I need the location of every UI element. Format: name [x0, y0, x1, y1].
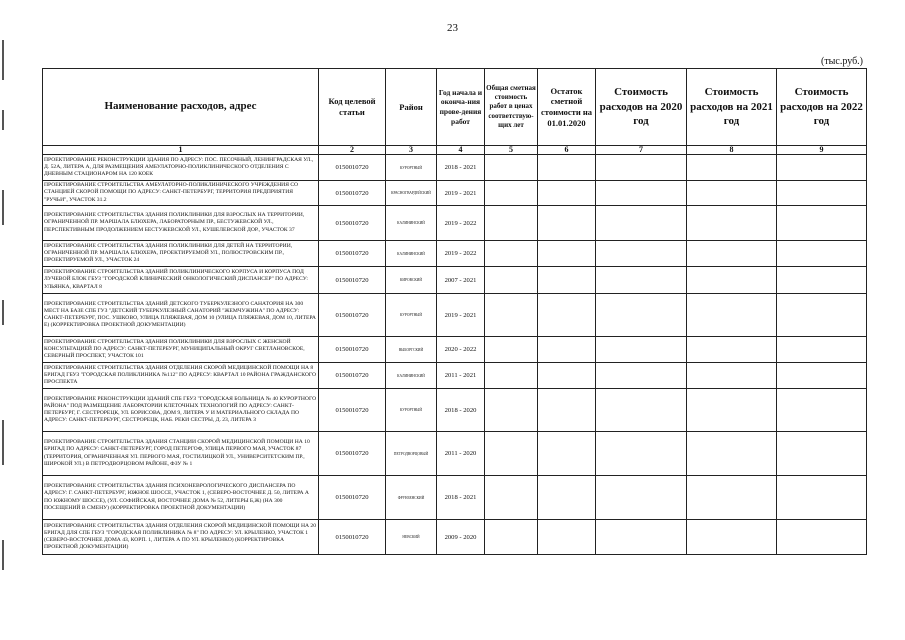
- row-total-cost: [485, 520, 538, 555]
- row-code: 0150010720: [319, 155, 386, 181]
- row-code: 0150010720: [319, 337, 386, 363]
- row-name: ПРОЕКТИРОВАНИЕ СТРОИТЕЛЬСТВА ЗДАНИЯ ОТДЕЛЕНИЯ СКОРОЙ МЕДИЦИНСКОЙ ПОМОЩИ НА 8 БРИГАД ГБУЗ "ГОРОДСКАЯ ПОЛИКЛИНИКА №112" ПО АДРЕСУ: КВАРТАЛ 10 РАЙОНА ГРАЖДАНСКОГО ПРОСПЕКТА: [43, 363, 319, 389]
- header-cost-2022: Стоимость расходов на 2022 год: [777, 69, 867, 146]
- column-number: 7: [596, 146, 687, 155]
- table-row: [43, 181, 867, 206]
- row-name: ПРОЕКТИРОВАНИЕ СТРОИТЕЛЬСТВА ЗДАНИЯ ПОЛИКЛИНИКИ ДЛЯ ВЗРОСЛЫХ НА ТЕРРИТОРИИ, ОГРАНИЧЕННОЙ ПР. МАРШАЛА БЛЮХЕРА, ЛАБОРАТОРНЫМ ПР., БЕСТУЖЕВСКОЙ УЛ., ПЕРСПЕКТИВНЫМ ПРОДОЛЖЕНИЕМ БЕСТУЖЕВСКОЙ УЛ., КУШЕЛЕВСКОЙ ДОР., УЧАСТОК 37: [43, 206, 319, 241]
- row-period: 2019 - 2021: [437, 181, 485, 206]
- row-period: 2007 - 2021: [437, 267, 485, 294]
- row-total-cost: [485, 181, 538, 206]
- row-name: ПРОЕКТИРОВАНИЕ СТРОИТЕЛЬСТВА ЗДАНИЯ ПОЛИКЛИНИКИ ДЛЯ ДЕТЕЙ НА ТЕРРИТОРИИ, ОГРАНИЧЕННОЙ ПР. МАРШАЛА БЛЮХЕРА, ПРОЕКТИРУЕМОЙ УЛ., ПОЛЮСТРОВСКИМ ПР., ПРОЕКТИРУЕМОЙ УЛ., УЧАСТОК 24: [43, 241, 319, 267]
- header-cost-2020: Стоимость расходов на 2020 год: [596, 69, 687, 146]
- row-district: НЕВСКИЙ: [386, 520, 437, 555]
- row-cost-2022: [777, 206, 867, 241]
- row-period: 2009 - 2020: [437, 520, 485, 555]
- table-row: [43, 155, 867, 181]
- row-name: ПРОЕКТИРОВАНИЕ СТРОИТЕЛЬСТВА ЗДАНИЯ ПОЛИКЛИНИКИ ДЛЯ ВЗРОСЛЫХ С ЖЕНСКОЙ КОНСУЛЬТАЦИЕЙ ПО АДРЕСУ: САНКТ-ПЕТЕРБУРГ, МУНИЦИПАЛЬНЫЙ ОКРУГ СВЕТЛАНОВСКОЕ, СЕВЕРНЫЙ ПРОСПЕКТ, УЧАСТОК 101: [43, 337, 319, 363]
- row-cost-2020: [596, 241, 687, 267]
- column-number: 6: [538, 146, 596, 155]
- row-cost-2022: [777, 241, 867, 267]
- page-number: 23: [447, 22, 458, 34]
- row-cost-2021: [687, 181, 777, 206]
- row-code: 0150010720: [319, 181, 386, 206]
- row-cost-2021: [687, 206, 777, 241]
- unit-note: (тыс.руб.): [820, 56, 863, 67]
- row-district: КИРОВСКИЙ: [386, 267, 437, 294]
- row-cost-2022: [777, 520, 867, 555]
- row-cost-2022: [777, 155, 867, 181]
- row-cost-2022: [777, 476, 867, 520]
- row-cost-2021: [687, 241, 777, 267]
- row-cost-2022: [777, 294, 867, 337]
- row-name: ПРОЕКТИРОВАНИЕ СТРОИТЕЛЬСТВА ЗДАНИЯ ПСИХОНЕВРОЛОГИЧЕСКОГО ДИСПАНСЕРА ПО АДРЕСУ: Г. САНКТ-ПЕТЕРБУРГ, ЮЖНОЕ ШОССЕ, УЧАСТОК 1, (СЕВЕРО-ВОСТОЧНЕЕ Д. 50, ЛИТЕРА А ПО ЮЖНОМУ ШОССЕ), (УЛ. СОФИЙСКАЯ, ВОСТОЧНЕЕ ДОМА № 52, ЛИТЕРЫ Б,Ж) (НА 300 ПОСЕЩЕНИЙ В СМЕНУ) (КОРРЕКТИРОВКА ПРОЕКТНОЙ ДОКУМЕНТАЦИИ): [43, 476, 319, 520]
- row-cost-2021: [687, 389, 777, 432]
- table-row: [43, 206, 867, 241]
- row-remaining: [538, 337, 596, 363]
- row-period: 2020 - 2022: [437, 337, 485, 363]
- row-total-cost: [485, 476, 538, 520]
- row-cost-2020: [596, 520, 687, 555]
- header-district: Район: [386, 69, 437, 146]
- row-cost-2022: [777, 363, 867, 389]
- row-name: ПРОЕКТИРОВАНИЕ РЕКОНСТРУКЦИИ ЗДАНИЯ ПО АДРЕСУ: ПОС. ПЕСОЧНЫЙ, ЛЕНИНГРАДСКАЯ УЛ., Д. 52А, ЛИТЕРА А, ДЛЯ РАЗМЕЩЕНИЯ АМБУЛАТОРНО-ПОЛИКЛИНИЧЕСКОГО ОТДЕЛЕНИЯ С ДНЕВНЫМ СТАЦИОНАРОМ НА 120 КОЕК: [43, 155, 319, 181]
- column-number-row: [43, 146, 867, 155]
- row-code: 0150010720: [319, 389, 386, 432]
- row-cost-2020: [596, 363, 687, 389]
- row-cost-2021: [687, 520, 777, 555]
- row-code: 0150010720: [319, 476, 386, 520]
- row-cost-2022: [777, 337, 867, 363]
- row-cost-2022: [777, 432, 867, 476]
- row-remaining: [538, 520, 596, 555]
- row-remaining: [538, 155, 596, 181]
- row-cost-2022: [777, 181, 867, 206]
- row-code: 0150010720: [319, 206, 386, 241]
- row-remaining: [538, 294, 596, 337]
- table-row: [43, 432, 867, 476]
- row-cost-2022: [777, 389, 867, 432]
- row-period: 2018 - 2021: [437, 155, 485, 181]
- row-cost-2020: [596, 181, 687, 206]
- row-total-cost: [485, 432, 538, 476]
- row-cost-2020: [596, 155, 687, 181]
- row-cost-2021: [687, 294, 777, 337]
- row-district: КАЛИНИНСКИЙ: [386, 206, 437, 241]
- row-cost-2021: [687, 476, 777, 520]
- header-total-cost: Общая сметная стоимость работ в ценах соответствую-щих лет: [485, 69, 538, 146]
- row-district: ФРУНЗЕНСКИЙ: [386, 476, 437, 520]
- row-period: 2018 - 2021: [437, 476, 485, 520]
- row-district: КАЛИНИНСКИЙ: [386, 363, 437, 389]
- row-cost-2021: [687, 432, 777, 476]
- row-period: 2019 - 2022: [437, 241, 485, 267]
- table-row: [43, 337, 867, 363]
- row-cost-2020: [596, 206, 687, 241]
- row-cost-2021: [687, 155, 777, 181]
- row-name: ПРОЕКТИРОВАНИЕ РЕКОНСТРУКЦИИ ЗДАНИЙ СПБ ГБУЗ "ГОРОДСКАЯ БОЛЬНИЦА № 40 КУРОРТНОГО РАЙОНА" ПОД РАЗМЕЩЕНИЕ ЛАБОРАТОРИИ КЛЕТОЧНЫХ ТЕХНОЛОГИЙ ПО АДРЕСУ: САНКТ-ПЕТЕРБУРГ, Г. СЕСТРОРЕЦК, УЛ. БОРИСОВА, ДОМ 9, ЛИТЕРА У И МАТЕРИАЛЬНОГО СКЛАДА ПО АДРЕСУ: САНКТ-ПЕТЕРБУРГ, СЕСТРОРЕЦК, НАБ. РЕКИ СЕСТРЫ, Д. 23, ЛИТЕРА З: [43, 389, 319, 432]
- row-period: 2011 - 2020: [437, 432, 485, 476]
- row-district: КУРОРТНЫЙ: [386, 155, 437, 181]
- table-row: [43, 520, 867, 555]
- header-period: Год начала и оконча-ния прове-дения работ: [437, 69, 485, 146]
- column-number: 3: [386, 146, 437, 155]
- row-cost-2020: [596, 389, 687, 432]
- row-cost-2020: [596, 337, 687, 363]
- header-row: [43, 69, 867, 146]
- row-period: 2019 - 2022: [437, 206, 485, 241]
- row-cost-2021: [687, 267, 777, 294]
- row-total-cost: [485, 363, 538, 389]
- row-cost-2020: [596, 432, 687, 476]
- row-total-cost: [485, 206, 538, 241]
- scan-edge-marks: [2, 40, 6, 600]
- row-cost-2022: [777, 267, 867, 294]
- column-number: 9: [777, 146, 867, 155]
- row-code: 0150010720: [319, 241, 386, 267]
- table-row: [43, 389, 867, 432]
- row-code: 0150010720: [319, 267, 386, 294]
- column-number: 5: [485, 146, 538, 155]
- row-name: ПРОЕКТИРОВАНИЕ СТРОИТЕЛЬСТВА ЗДАНИЯ ОТДЕЛЕНИЯ СКОРОЙ МЕДИЦИНСКОЙ ПОМОЩИ НА 20 БРИГАД ДЛЯ СПБ ГБУЗ "ГОРОДСКАЯ ПОЛИКЛИНИКА № 8" ПО АДРЕСУ: УЛ. КРЫЛЕНКО, УЧАСТОК 1 (СЕВЕРО-ВОСТОЧНЕЕ ДОМА 43, КОРП. 1, ЛИТЕРА А ПО УЛ. КРЫЛЕНКО) (КОРРЕКТИРОВКА ПРОЕКТНОЙ ДОКУМЕНТАЦИИ): [43, 520, 319, 555]
- row-remaining: [538, 206, 596, 241]
- table-row: [43, 241, 867, 267]
- row-period: 2018 - 2020: [437, 389, 485, 432]
- row-cost-2020: [596, 476, 687, 520]
- row-total-cost: [485, 267, 538, 294]
- row-district: КРАСНОГВАРДЕЙСКИЙ: [386, 181, 437, 206]
- row-code: 0150010720: [319, 294, 386, 337]
- row-remaining: [538, 389, 596, 432]
- row-period: 2011 - 2021: [437, 363, 485, 389]
- row-remaining: [538, 432, 596, 476]
- row-total-cost: [485, 337, 538, 363]
- row-name: ПРОЕКТИРОВАНИЕ СТРОИТЕЛЬСТВА ЗДАНИЙ ДЕТСКОГО ТУБЕРКУЛЕЗНОГО САНАТОРИЯ НА 300 МЕСТ НА БАЗЕ СПБ ГУЗ "ДЕТСКИЙ ТУБЕРКУЛЕЗНЫЙ САНАТОРИЙ "ЖЕМЧУЖИНА" ПО АДРЕСУ: САНКТ-ПЕТЕРБУРГ, ПОС. УШКОВО, УЛИЦА ПЛЯЖЕВАЯ, ДОМ 10 (УЛИЦА ПЛЯЖЕВАЯ, ДОМ 10, ЛИТЕРА Е) (КОРРЕКТИРОВКА ПРОЕКТНОЙ ДОКУМЕНТАЦИИ): [43, 294, 319, 337]
- table-row: [43, 294, 867, 337]
- header-remaining: Остаток сметной стоимости на 01.01.2020: [538, 69, 596, 146]
- row-district: ВЫБОРГСКИЙ: [386, 337, 437, 363]
- header-cost-2021: Стоимость расходов на 2021 год: [687, 69, 777, 146]
- row-district: КАЛИНИНСКИЙ: [386, 241, 437, 267]
- row-cost-2021: [687, 337, 777, 363]
- table-row: [43, 363, 867, 389]
- row-code: 0150010720: [319, 432, 386, 476]
- column-number: 1: [43, 146, 319, 155]
- row-name: ПРОЕКТИРОВАНИЕ СТРОИТЕЛЬСТВА ЗДАНИЯ СТАНЦИИ СКОРОЙ МЕДИЦИНСКОЙ ПОМОЩИ НА 10 БРИГАД ПО АДРЕСУ: САНКТ-ПЕТЕРБУРГ, ГОРОД ПЕТЕРГОФ, УЛИЦА ПЕРВОГО МАЯ, УЧАСТОК 87 (ТЕРРИТОРИЯ, ОГРАНИЧЕННАЯ УЛ. ПЕРВОГО МАЯ, ГОСТИЛИЦКОЙ УЛ., УНИВЕРСИТЕТСКИМ ПР., ШИРОКОЙ УЛ.) В ПЕТРОДВОРЦОВОМ РАЙОНЕ, ФЗУ № 1: [43, 432, 319, 476]
- table-row: [43, 267, 867, 294]
- header-code: Код целевой статьи: [319, 69, 386, 146]
- row-remaining: [538, 241, 596, 267]
- row-district: КУРОРТНЫЙ: [386, 294, 437, 337]
- column-number: 4: [437, 146, 485, 155]
- row-total-cost: [485, 294, 538, 337]
- table-row: [43, 476, 867, 520]
- row-remaining: [538, 181, 596, 206]
- row-remaining: [538, 267, 596, 294]
- row-code: 0150010720: [319, 520, 386, 555]
- row-period: 2019 - 2021: [437, 294, 485, 337]
- column-number: 8: [687, 146, 777, 155]
- row-remaining: [538, 363, 596, 389]
- row-total-cost: [485, 241, 538, 267]
- row-cost-2020: [596, 294, 687, 337]
- row-cost-2021: [687, 363, 777, 389]
- row-district: КУРОРТНЫЙ: [386, 389, 437, 432]
- row-total-cost: [485, 155, 538, 181]
- column-number: 2: [319, 146, 386, 155]
- budget-table: [42, 68, 867, 555]
- row-cost-2020: [596, 267, 687, 294]
- row-name: ПРОЕКТИРОВАНИЕ СТРОИТЕЛЬСТВА ЗДАНИЙ ПОЛИКЛИНИЧЕСКОГО КОРПУСА И КОРПУСА ПОД ЛУЧЕВОЙ БЛОК ГБУЗ "ГОРОДСКОЙ КЛИНИЧЕСКИЙ ОНКОЛОГИЧЕСКИЙ ДИСПАНСЕР" ПО АДРЕСУ: УЛЬЯНКА, КВАРТАЛ 8: [43, 267, 319, 294]
- row-code: 0150010720: [319, 363, 386, 389]
- row-district: ПЕТРОДВОРЦОВЫЙ: [386, 432, 437, 476]
- row-total-cost: [485, 389, 538, 432]
- row-name: ПРОЕКТИРОВАНИЕ СТРОИТЕЛЬСТВА АМБУЛАТОРНО-ПОЛИКЛИНИЧЕСКОГО УЧРЕЖДЕНИЯ СО СТАНЦИЕЙ СКОРОЙ ПОМОЩИ ПО АДРЕСУ: САНКТ-ПЕТЕРБУРГ, ТЕРРИТОРИЯ ПРЕДПРИЯТИЯ "РУЧЬИ", УЧАСТОК 31.2: [43, 181, 319, 206]
- row-remaining: [538, 476, 596, 520]
- header-name: Наименование расходов, адрес: [43, 69, 319, 146]
